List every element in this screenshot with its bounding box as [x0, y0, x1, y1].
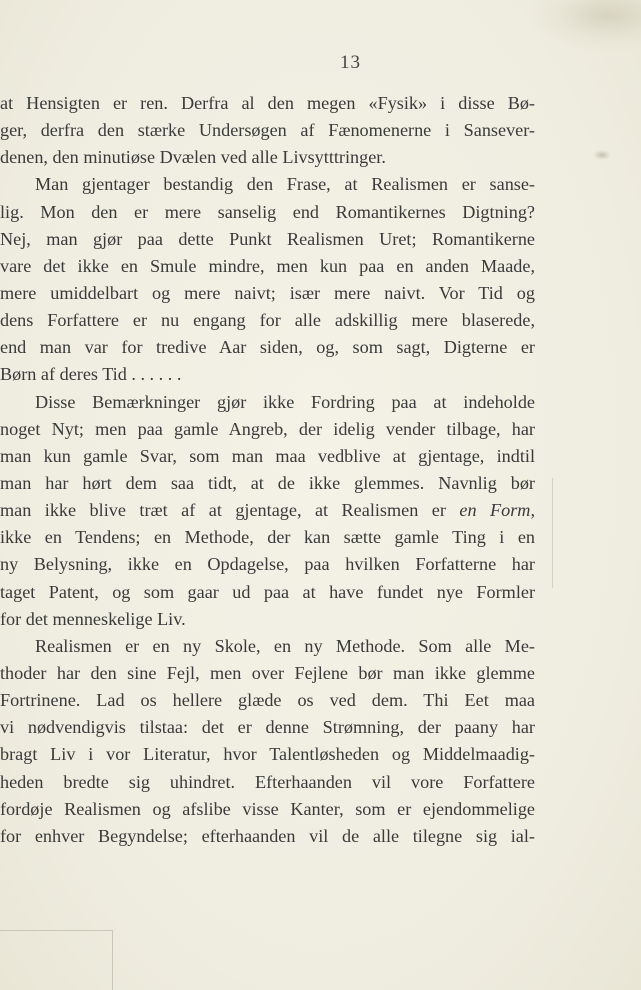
text-line: Fortrinene. Lad os hellere glæde os ved dem. Thi Eet maa	[0, 690, 535, 711]
text-line: ikke en Tendens; en Methode, der kan sætte gamle Ting i en	[0, 527, 535, 548]
text-line: ny Belysning, ikke en Opdagelse, paa hvilken Forfatterne har	[0, 554, 535, 575]
text-line: for enhver Begyndelse; efterhaanden vil de alle tilegne sig ial-	[0, 825, 535, 846]
text-line: denen, den minutiøse Dvælen ved alle Livsytttringer.	[0, 147, 386, 168]
paper-speck	[593, 150, 611, 160]
text-line: ger, derfra den stærke Undersøgen af Fænomenerne i Sansever-	[0, 120, 535, 141]
text-line: man kun gamle Svar, som man maa vedblive at gjentage, indtil	[0, 445, 535, 466]
text-segment: man ikke blive træt af at gjentage, at Realismen er	[0, 500, 460, 521]
text-line: lig. Mon den er mere sanselig end Romantikernes Digtning?	[0, 201, 535, 222]
text-line-with-italic	[0, 497, 535, 524]
margin-mark	[552, 478, 553, 588]
text-line: fordøje Realismen og afslibe visse Kanter, som er ejendommelige	[0, 798, 535, 819]
text-line: vare det ikke en Smule mindre, men kun paa en anden Maade,	[0, 255, 535, 276]
text-line: heden bredte sig uhindret. Efterhaanden vil vore Forfattere	[0, 771, 535, 792]
paper-stain	[531, 0, 641, 50]
text-line: noget Nyt; men paa gamle Angreb, der idelig vender tilbage, har	[0, 418, 535, 439]
text-line: taget Patent, og som gaar ud paa at have fundet nye Formler	[0, 581, 535, 602]
text-line: bragt Liv i vor Literatur, hvor Talentløsheden og Middelmaadig-	[0, 744, 535, 765]
italic-phrase: en Form,	[459, 500, 535, 521]
text-line: Børn af deres Tid . . . . . .	[0, 364, 182, 385]
text-line: thoder har den sine Fejl, men over Fejlene bør man ikke glemme	[0, 662, 535, 683]
text-line: dens Forfattere er nu engang for alle adskillig mere blaserede,	[0, 310, 535, 331]
text-line: mere umiddelbart og mere naivt; især mere naivt. Vor Tid og	[0, 282, 535, 303]
paragraph-first-line: Realismen er en ny Skole, en ny Methode. Som alle Me-	[35, 635, 535, 656]
paragraph-first-line: Disse Bemærkninger gjør ikke Fordring paa at indeholde	[35, 391, 535, 412]
page-number: 13	[340, 52, 361, 73]
text-line: end man var for tredive Aar siden, og, som sagt, Digterne er	[0, 337, 535, 358]
text-line: man har hørt dem saa tidt, at de ikke glemmes. Navnlig bør	[0, 472, 535, 493]
paragraph-first-line: Man gjentager bestandig den Frase, at Realismen er sanse-	[35, 174, 535, 195]
body-text	[0, 90, 535, 850]
bottom-margin-mark	[0, 930, 112, 931]
text-line: vi nødvendigvis tilstaa: det er denne Strømning, der paany har	[0, 717, 535, 738]
text-line: at Hensigten er ren. Derfra al den megen «Fysik» i disse Bø-	[0, 93, 535, 113]
bottom-margin-mark-vertical	[112, 930, 113, 990]
text-line: Nej, man gjør paa dette Punkt Realismen Uret; Romantikerne	[0, 228, 535, 249]
text-line: for det menneskelige Liv.	[0, 608, 186, 629]
